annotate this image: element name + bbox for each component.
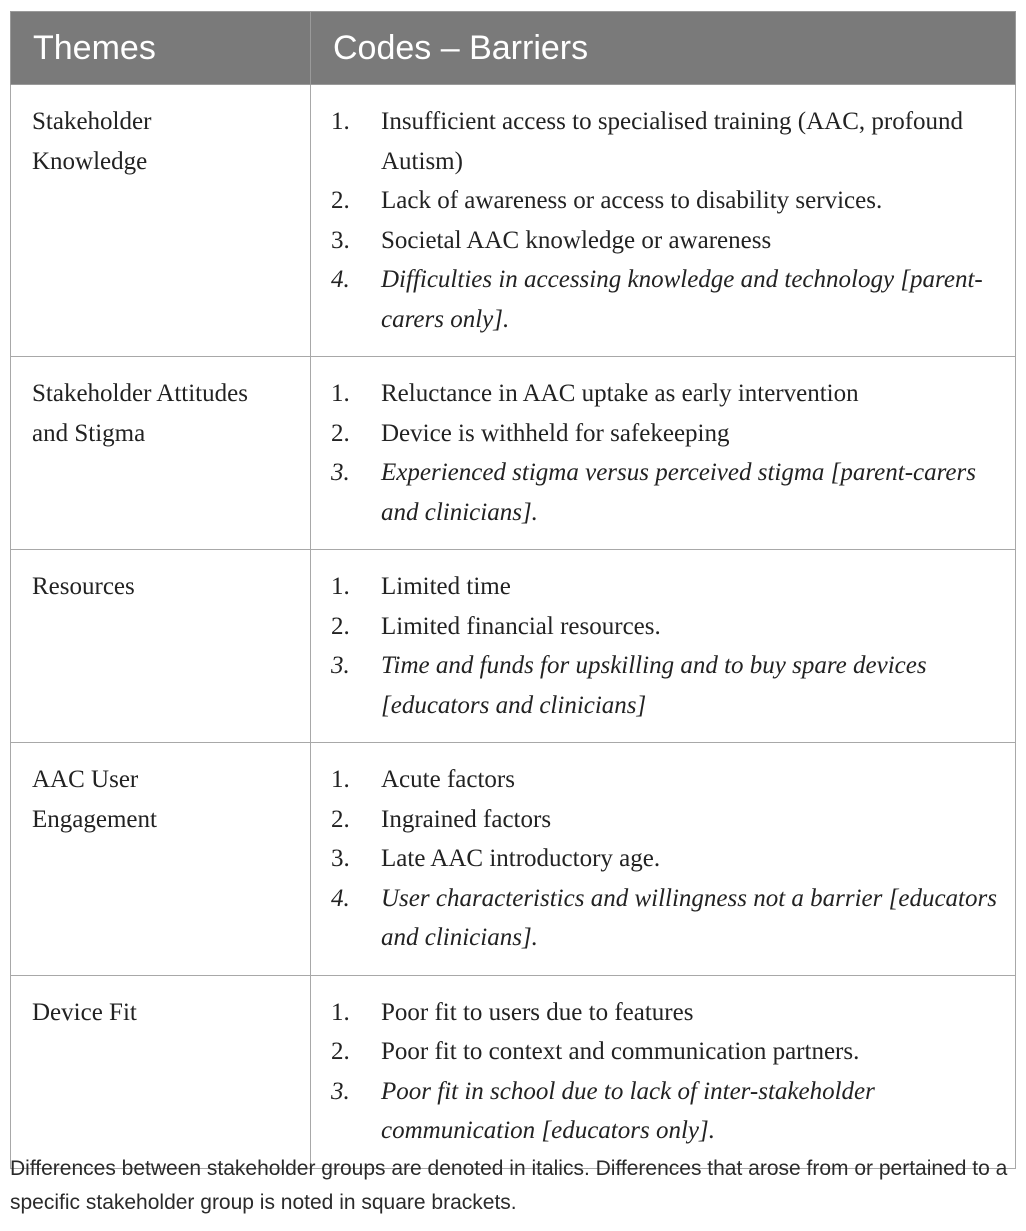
code-number: 2. <box>331 419 350 447</box>
code-number: 3. <box>331 1077 350 1105</box>
theme-text-line: Engagement <box>32 805 157 833</box>
table-row <box>11 975 1016 1168</box>
code-text: Lack of awareness or access to disability services. <box>381 187 883 214</box>
code-number: 1. <box>331 766 350 793</box>
codes-cell <box>311 975 1016 1168</box>
code-text: Difficulties in accessing knowledge and technology [parent-carers only]. <box>381 266 983 333</box>
theme-cell <box>11 550 311 743</box>
code-item <box>331 374 999 414</box>
code-text: Reluctance in AAC uptake as early intervention <box>381 380 859 407</box>
code-number: 3. <box>331 459 350 486</box>
code-number: 3. <box>331 845 350 872</box>
header-codes-barriers: Codes – Barriers <box>311 12 1016 85</box>
theme-text-line: and Stigma <box>32 419 146 447</box>
code-number: 1. <box>331 380 350 407</box>
code-item <box>331 1072 999 1151</box>
theme-text-line: AAC User <box>32 766 139 793</box>
code-text: Societal AAC knowledge or awareness <box>381 226 772 254</box>
code-number: 1. <box>331 573 350 600</box>
theme-cell <box>11 357 311 550</box>
code-text: Time and funds for upskilling and to buy spare devices [educators and clinicians] <box>381 652 927 719</box>
code-item <box>331 102 999 181</box>
code-item <box>331 993 999 1033</box>
code-item <box>331 646 999 725</box>
theme-cell <box>11 85 311 357</box>
code-number: 2. <box>331 187 350 214</box>
code-item <box>331 879 999 958</box>
table-row <box>11 357 1016 550</box>
code-item <box>331 760 999 800</box>
theme-cell <box>11 743 311 976</box>
code-text: Acute factors <box>381 766 515 793</box>
barriers-table <box>10 11 1016 1169</box>
code-text: Ingrained factors <box>381 805 552 833</box>
codes-cell <box>311 550 1016 743</box>
code-number: 2. <box>331 1038 350 1065</box>
code-number: 1. <box>331 108 350 135</box>
code-item <box>331 800 999 840</box>
theme-text-line: Device Fit <box>32 998 137 1026</box>
code-text: Late AAC introductory age. <box>381 845 661 872</box>
theme-cell <box>11 975 311 1168</box>
code-text: Poor fit to users due to features <box>381 998 694 1026</box>
code-item <box>331 414 999 454</box>
theme-text-line: Knowledge <box>32 147 148 175</box>
code-number: 4. <box>331 884 350 912</box>
code-item <box>331 567 999 607</box>
table-row <box>11 743 1016 976</box>
code-text: Experienced stigma versus perceived stigma [parent-carers and clinicians]. <box>381 459 976 526</box>
codes-cell <box>311 743 1016 976</box>
code-item <box>331 221 999 261</box>
code-number: 1. <box>331 998 350 1026</box>
code-text: Limited financial resources. <box>381 612 661 640</box>
header-themes: Themes <box>11 12 311 85</box>
theme-text-line: Stakeholder Attitudes <box>32 380 248 407</box>
table-row <box>11 550 1016 743</box>
codes-cell <box>311 357 1016 550</box>
code-number: 2. <box>331 805 350 833</box>
code-text: Limited time <box>381 573 511 600</box>
code-item <box>331 181 999 221</box>
code-number: 4. <box>331 266 350 293</box>
theme-text-line: Resources <box>32 573 135 600</box>
table-row <box>11 85 1016 357</box>
code-text: Device is withheld for safekeeping <box>381 419 730 447</box>
header-row <box>11 12 1016 85</box>
code-item <box>331 1032 999 1072</box>
theme-text-line: Stakeholder <box>32 108 152 135</box>
code-text: User characteristics and willingness not a barrier [educators and clinicians]. <box>381 884 997 951</box>
codes-cell <box>311 85 1016 357</box>
code-number: 2. <box>331 612 350 640</box>
table-body <box>11 85 1016 1169</box>
code-number: 3. <box>331 226 350 254</box>
barriers-table-container <box>10 11 1015 1169</box>
code-item <box>331 260 999 339</box>
code-item <box>331 607 999 647</box>
code-text: Insufficient access to specialised training (AAC, profound Autism) <box>381 108 964 175</box>
table-header <box>11 12 1016 85</box>
code-number: 3. <box>331 652 350 679</box>
code-text: Poor fit to context and communication partners. <box>381 1038 860 1065</box>
code-item <box>331 453 999 532</box>
table-footnote: Differences between stakeholder groups are denoted in italics. Differences that arose from or pertained to a specific stakeholder group is noted in square brackets. <box>10 1157 1008 1214</box>
code-item <box>331 839 999 879</box>
code-text: Poor fit in school due to lack of inter-stakeholder communication [educators only]. <box>381 1077 875 1144</box>
